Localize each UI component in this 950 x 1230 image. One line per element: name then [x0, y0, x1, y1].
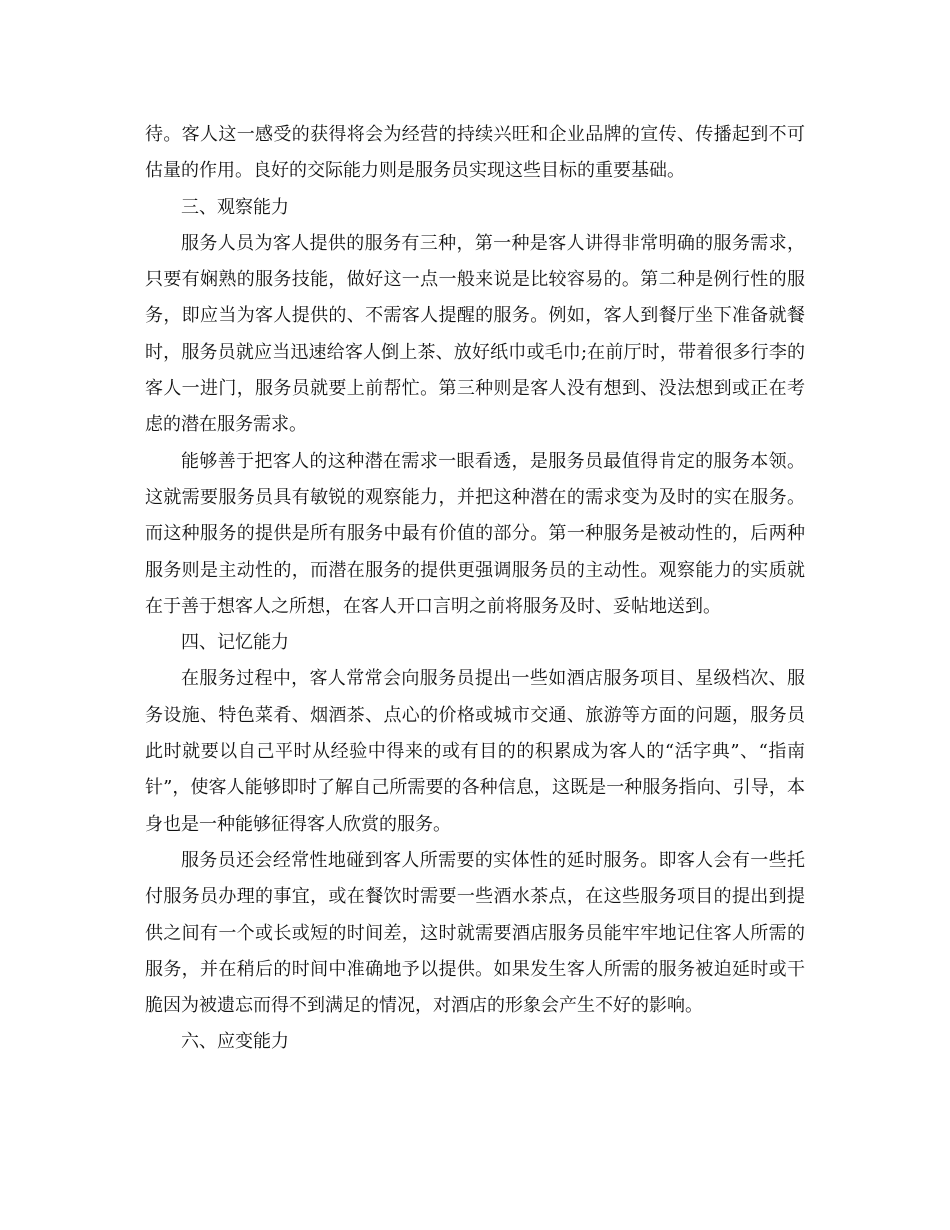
- paragraph: 服务人员为客人提供的服务有三种，第一种是客人讲得非常明确的服务需求，只要有娴熟的服务技能，做好这一点一般来说是比较容易的。第二种是例行性的服务，即应当为客人提供的、不需客人提醒的服务。例如，客人到餐厅坐下准备就餐时，服务员就应当迅速给客人倒上茶、放好纸巾或毛巾;在前厅时，带着很多行李的客人一进门，服务员就要上前帮忙。第三种则是客人没有想到、没法想到或正在考虑的潜在服务需求。: [145, 232, 805, 436]
- document-page: [145, 117, 805, 1061]
- paragraph-continued: 待。客人这一感受的获得将会为经营的持续兴旺和企业品牌的宣传、传播起到不可估量的作用。良好的交际能力则是服务员实现这些目标的重要基础。: [145, 124, 805, 182]
- section-heading-memory: 四、记忆能力: [181, 632, 289, 654]
- paragraph: 能够善于把客人的这种潜在需求一眼看透，是服务员最值得肯定的服务本领。这就需要服务员具有敏锐的观察能力，并把这种潜在的需求变为及时的实在服务。而这种服务的提供是所有服务中最有价值的部分。第一种服务是被动性的，后两种服务则是主动性的，而潜在服务的提供更强调服务员的主动性。观察能力的实质就在于善于想客人之所想，在客人开口言明之前将服务及时、妥帖地送到。: [145, 450, 805, 617]
- section-heading-observation: 三、观察能力: [181, 196, 289, 218]
- paragraph: 在服务过程中，客人常常会向服务员提出一些如酒店服务项目、星级档次、服务设施、特色菜肴、烟酒茶、点心的价格或城市交通、旅游等方面的问题，服务员此时就要以自己平时从经验中得来的或有目的的积累成为客人的“活字典”、“指南针”，使客人能够即时了解自己所需要的各种信息，这既是一种服务指向、引导，本身也是一种能够征得客人欣赏的服务。: [145, 668, 805, 835]
- section-heading-adaptability: 六、应变能力: [181, 1031, 289, 1053]
- paragraph: 服务员还会经常性地碰到客人所需要的实体性的延时服务。即客人会有一些托付服务员办理的事宜，或在餐饮时需要一些酒水茶点，在这些服务项目的提出到提供之间有一个或长或短的时间差，这时就需要酒店服务员能牢牢地记住客人所需的服务，并在稍后的时间中准确地予以提供。如果发生客人所需的服务被迫延时或干脆因为被遗忘而得不到满足的情况，对酒店的形象会产生不好的影响。: [145, 849, 805, 1017]
